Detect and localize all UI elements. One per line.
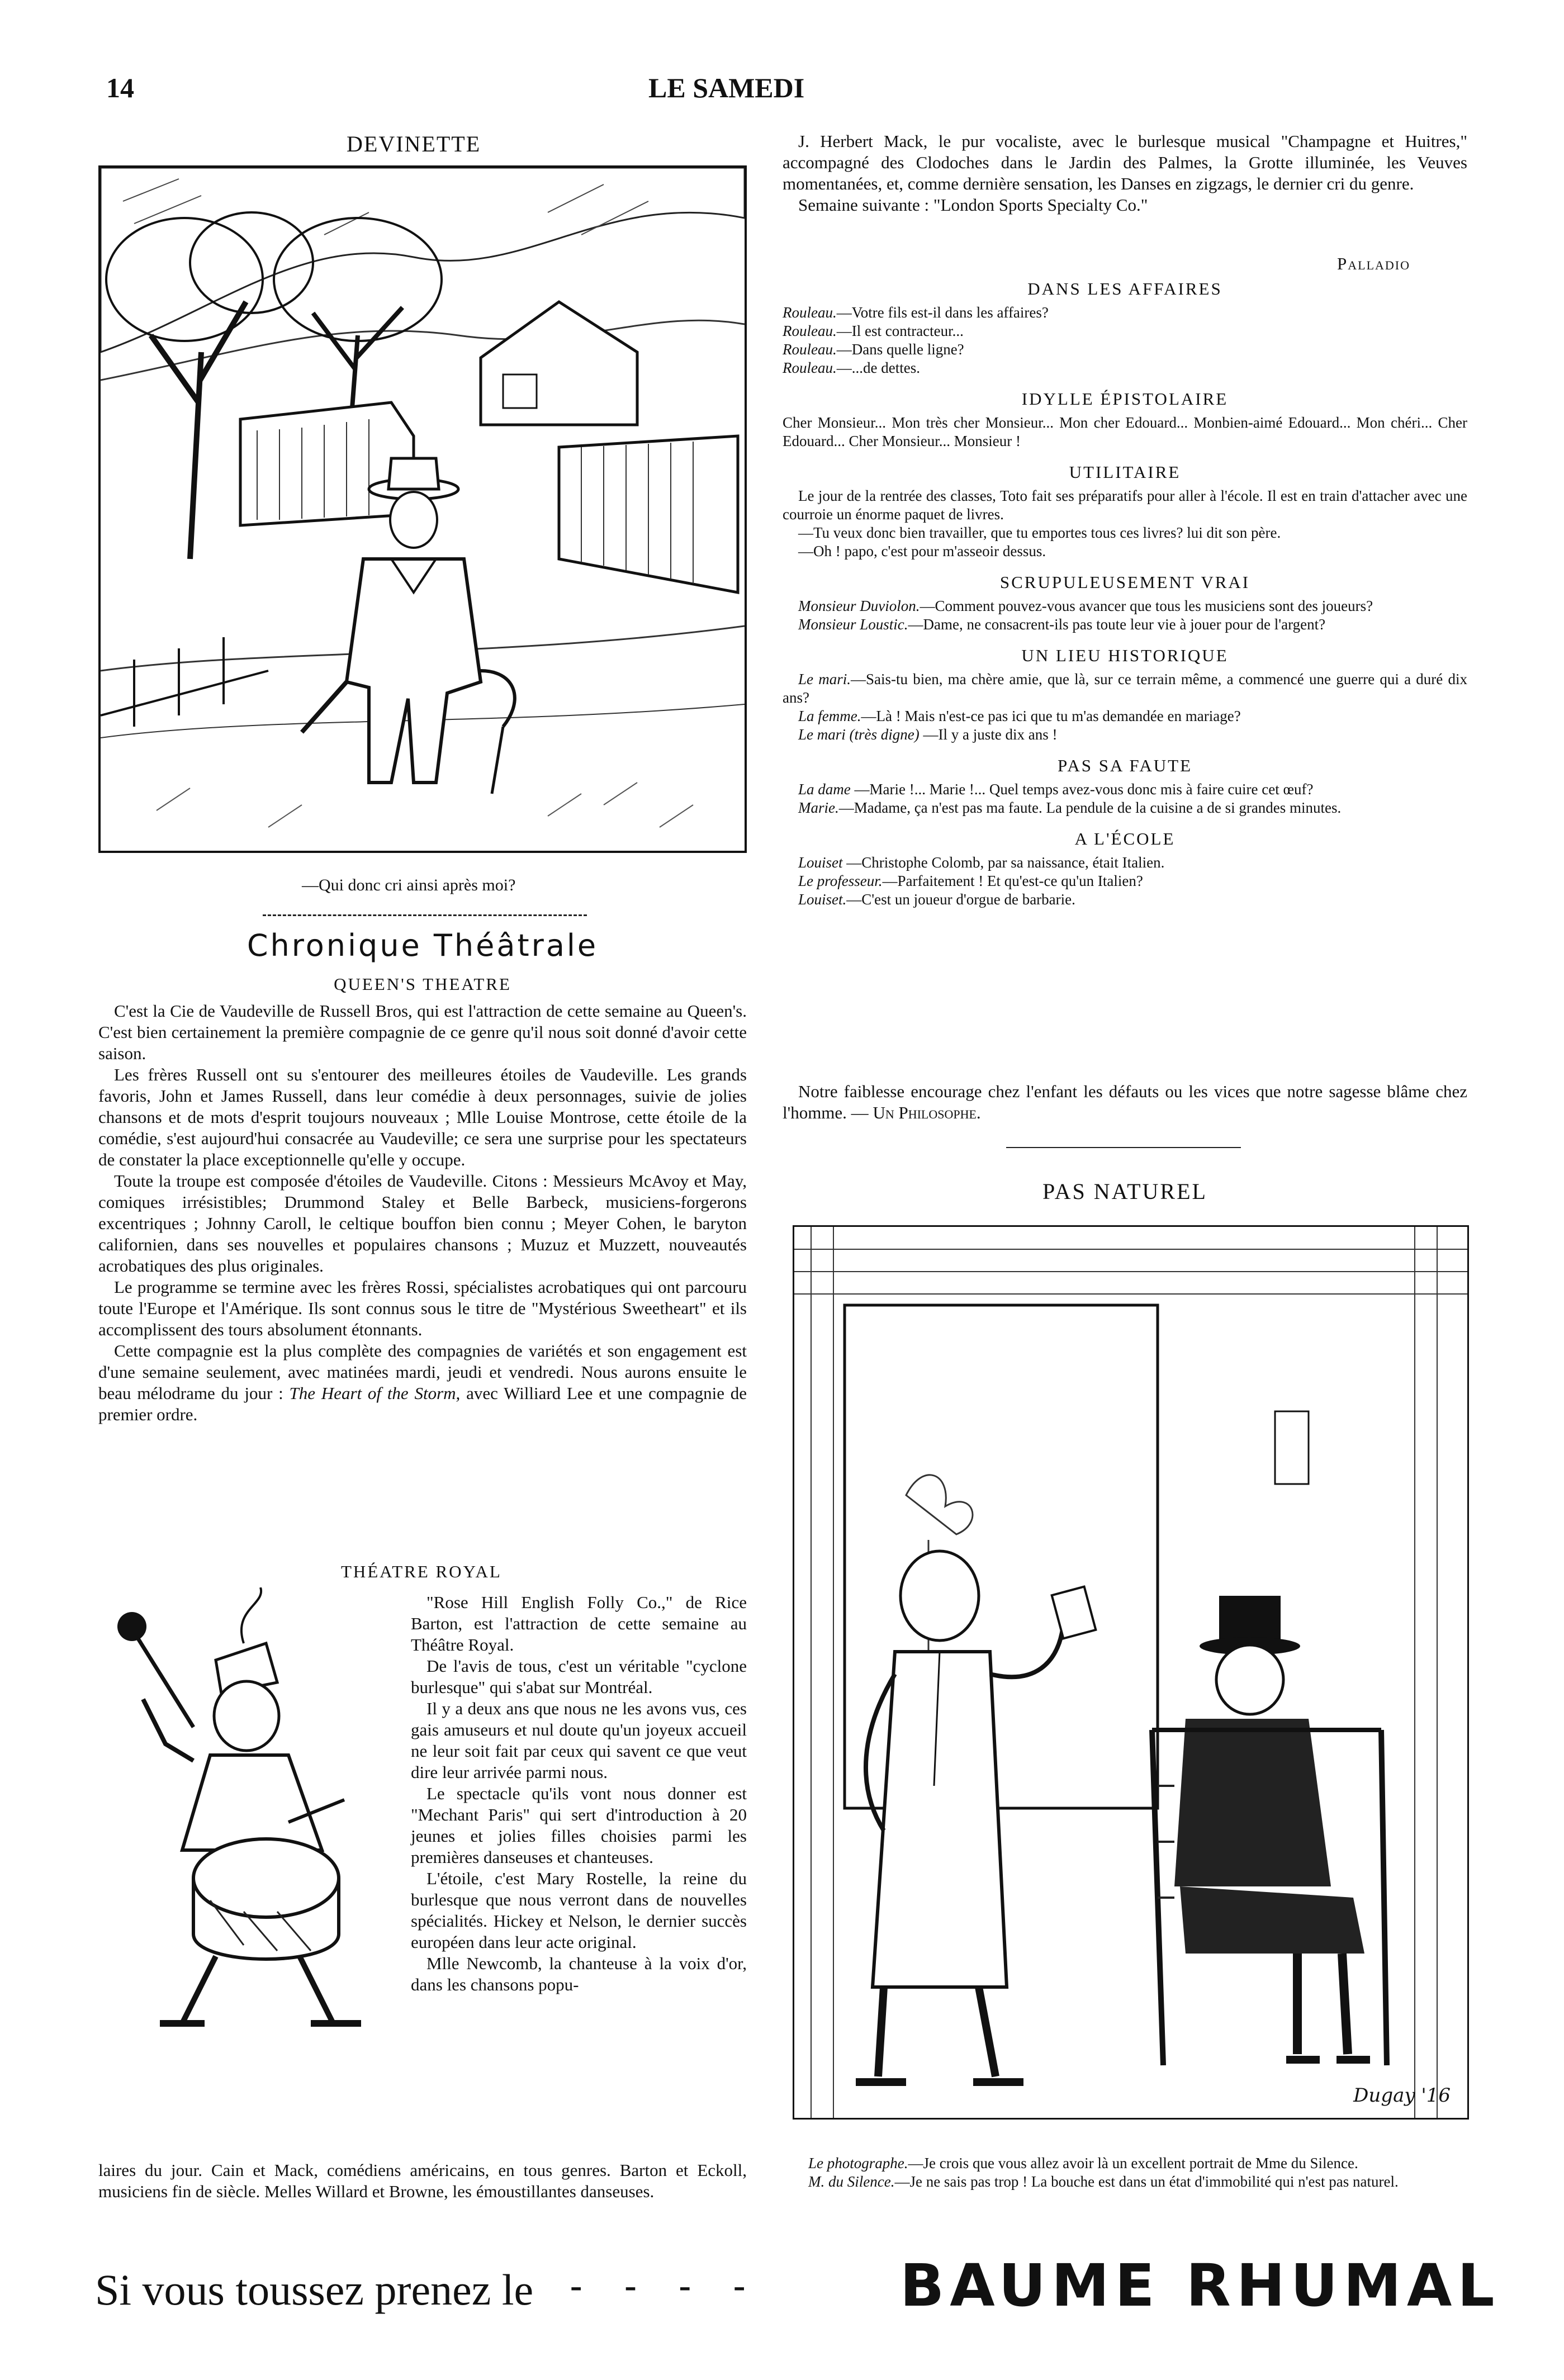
speaker: La femme. — [798, 708, 861, 724]
royal-paragraph: "Rose Hill English Folly Co.," de Rice Barton, est l'attraction de cette semaine au Théâtre Royal. — [411, 1592, 747, 1654]
speaker: M. du Silence. — [808, 2173, 895, 2190]
royal-paragraph: Il y a deux ans que nous ne les avons vus, ces gais amuseurs et nul doute qu'un joyeux accueil ne leur soit fait par ceux qui savent ce que veut dire leur arrivée parmi nous. — [411, 1699, 747, 1782]
speaker: Rouleau. — [783, 323, 837, 339]
devinette-illustration — [98, 165, 747, 853]
speaker: Monsieur Duviolon. — [798, 598, 920, 614]
speaker: Louiset. — [798, 891, 847, 908]
historique-heading: UN LIEU HISTORIQUE — [1021, 646, 1229, 665]
chronique-paragraph: Les frères Russell ont su s'entourer des meilleures étoiles de Vaudeville. Les grands favoris, John et James Russell, dans leur comédie à deux personnages, suivie de jolies chansons et de mots d'esprit toujours nouveaux ; Mlle Louise Montrose, cette étoile de la comédie, s'est aujourd'hui consacrée au Vaudeville; ce sera une surprise pour les spectateurs de constater la place exceptionnelle qu'elle y occupe. — [98, 1065, 747, 1169]
quote-text — [783, 1081, 1467, 1123]
speaker: Le professeur. — [798, 873, 883, 889]
joke-text: —C'est un joueur d'orgue de barbarie. — [846, 891, 1075, 908]
joke-line: Cher Monsieur... Mon très cher Monsieur... Mon cher Edouard... Monbien-aimé Edouard... Mon chéri... Cher Edouard... Cher Monsieur... Monsieur ! — [783, 414, 1467, 449]
chronique-column — [98, 974, 747, 1425]
speaker: La dame — [798, 781, 851, 798]
royal-paragraph: Le spectacle qu'ils vont nous donner est "Mechant Paris" qui sert d'introduction à 20 jeunes et jolies filles choisies parmi les premières danseuses et chanteuses. — [411, 1784, 747, 1867]
idylle-heading: IDYLLE ÉPISTOLAIRE — [1021, 389, 1229, 409]
page-number: 14 — [106, 72, 134, 103]
caption-text: —Je crois que vous allez avoir là un excellent portrait de Mme du Silence. — [908, 2155, 1358, 2172]
affaires-heading: DANS LES AFFAIRES — [1027, 279, 1222, 298]
joke-text: —Madame, ça n'est pas ma faute. La pendule de la cuisine a de si grandes minutes. — [838, 799, 1342, 816]
joke-line — [783, 854, 1467, 872]
speaker: Le photographe. — [808, 2155, 908, 2172]
signature-palladio: Palladio — [1337, 254, 1410, 273]
royal-paragraph: De l'avis de tous, c'est un véritable "cyclone burlesque" qui s'abat sur Montréal. — [411, 1656, 747, 1697]
speaker: Monsieur Loustic. — [798, 616, 908, 633]
joke-text: —Dame, ne consacrent-ils pas toute leur vie à jouer pour de l'argent? — [908, 616, 1326, 633]
pas-naturel-illustration — [793, 1225, 1469, 2120]
chronique-paragraph: Toute la troupe est composée d'étoiles de Vaudeville. Citons : Messieurs McAvoy et May, comiques irrésistibles; Drummond Staley et Belle Barbeck, musiciens-forgerons excentriques ; Johnny Caroll, le celtique bouffon bien connu ; Meyer Cohen, le baryton californien, dans ses nouvelles et populaires chansons ; Muzuz et Muzzett, nouveautés acrobatiques des plus originales. — [98, 1171, 747, 1276]
philosophe-quote — [783, 1081, 1467, 1123]
pas-naturel-drawing — [794, 1227, 1467, 2118]
text-run: Cette compagnie est la plus complète des compagnies de variétés et son engagement est d'une semaine seulement, avec matinées mardi, jeudi et vendredi. Nous aurons ensuite le beau mélodrame du jour : — [98, 1341, 747, 1403]
joke-line — [783, 670, 1467, 707]
speaker: Rouleau. — [783, 359, 837, 376]
joke-line — [783, 322, 1467, 340]
drummer-drawing — [98, 1587, 411, 2035]
royal-paragraph: Mlle Newcomb, la chanteuse à la voix d'or, dans les chansons popu- — [411, 1954, 747, 1994]
speaker: Louiset — [798, 854, 843, 871]
joke-line — [783, 304, 1467, 322]
jokes-column — [783, 274, 1467, 909]
illustration-signature: Dugay '16 — [1353, 2084, 1451, 2107]
quote-author: Un Philosophe. — [873, 1103, 981, 1122]
theatre-royal-column — [411, 1592, 747, 1995]
intro-paragraph: J. Herbert Mack, le pur vocaliste, avec le burlesque musical "Champagne et Huitres," accompagné des Clodoches dans le Jardin des Palmes, la Grotte illuminée, les Veuves momentanées, et, comme dernière sensation, les Danses en zigzags, le dernier cri du genre. — [783, 131, 1467, 193]
speaker: Le mari (très digne) — [798, 726, 920, 743]
text-run: avec Williard Lee et une compagnie de premier ordre. — [98, 1383, 747, 1424]
theatre-royal-heading: THÉATRE ROYAL — [341, 1562, 502, 1581]
joke-text: —Sais-tu bien, ma chère amie, que là, sur ce terrain même, a commencé une guerre qui a duré dix ans? — [783, 671, 1467, 706]
ecole-heading: A L'ÉCOLE — [1074, 829, 1176, 848]
chronique-paragraph: Le programme se termine avec les frères Rossi, spécialistes acrobatiques qui ont parcouru toute l'Europe et l'Amérique. Ils sont connus sous le titre de "Mystérious Sweetheart" et ils accomplissent des tours absolument étonnants. — [98, 1277, 747, 1339]
devinette-drawing — [101, 168, 745, 851]
royal-paragraph: laires du jour. Cain et Mack, comédiens américains, en tous genres. Barton et Eckoll, musiciens fin de siècle. Melles Willard et Browne, les émoustillantes danseuses. — [98, 2160, 747, 2201]
joke-line — [783, 340, 1467, 359]
theatre-royal-tail — [98, 2160, 747, 2202]
queens-theatre-heading: QUEEN'S THEATRE — [334, 974, 511, 994]
caption-text: —Je ne sais pas trop ! La bouche est dans un état d'immobilité qui n'est pas naturel. — [894, 2173, 1399, 2190]
joke-line — [783, 359, 1467, 377]
speaker: Rouleau. — [783, 341, 837, 358]
play-title: The Heart of the Storm, — [289, 1383, 461, 1403]
royal-paragraph: L'étoile, c'est Mary Rostelle, la reine du burlesque que nous verront dans de nouvelles spécialités. Hickey et Nelson, le dernier succès européen dans leur acte original. — [411, 1869, 747, 1952]
joke-line — [783, 799, 1467, 817]
caption-line — [793, 2173, 1469, 2191]
joke-text: —Dans quelle ligne? — [836, 341, 964, 358]
drummer-illustration — [98, 1587, 411, 2035]
joke-line — [783, 726, 1467, 744]
joke-line — [783, 872, 1467, 890]
chronique-paragraph — [98, 1340, 747, 1425]
intro-paragraph: Semaine suivante : "London Sports Specialty Co." — [798, 195, 1148, 215]
scrupuleusement-heading: SCRUPULEUSEMENT VRAI — [999, 572, 1250, 592]
ad-baume-rhumal: BAUME RHUMAL — [900, 2251, 1500, 2320]
joke-text: —Là ! Mais n'est-ce pas ici que tu m'as demandée en mariage? — [861, 708, 1241, 724]
right-column-intro — [783, 131, 1467, 216]
utilitaire-heading: UTILITAIRE — [1069, 462, 1181, 482]
joke-text: —Il est contracteur... — [836, 323, 964, 339]
joke-line — [783, 707, 1467, 726]
divider-rule — [263, 914, 587, 916]
devinette-heading: DEVINETTE — [347, 131, 481, 157]
quote-body: Notre faiblesse encourage chez l'enfant les défauts ou les vices que notre sagesse blâme chez l'homme. — — [783, 1082, 1467, 1122]
drum-icon — [193, 1839, 339, 1917]
ad-left-text: Si vous toussez prenez le — [95, 2265, 534, 2314]
devinette-caption: —Qui donc cri ainsi après moi? — [302, 876, 516, 894]
masthead-title: LE SAMEDI — [648, 72, 805, 103]
speaker: Le mari. — [798, 671, 851, 688]
joke-line: —Tu veux donc bien travailler, que tu emportes tous ces livres? lui dit son père. — [798, 524, 1281, 541]
pas-naturel-caption — [793, 2154, 1469, 2191]
joke-line — [783, 597, 1467, 615]
ad-dashes: - - - - — [570, 2265, 762, 2305]
joke-line — [783, 890, 1467, 909]
joke-text: —Marie !... Marie !... Quel temps avez-vous donc mis à faire cuire cet œuf? — [850, 781, 1314, 798]
joke-text: —Votre fils est-il dans les affaires? — [836, 304, 1049, 321]
joke-line — [783, 615, 1467, 634]
speaker: Marie. — [798, 799, 839, 816]
joke-line: Le jour de la rentrée des classes, Toto fait ses préparatifs pour aller à l'école. Il est en train d'attacher avec une courroie un énorme paquet de livres. — [783, 487, 1467, 523]
joke-line: —Oh ! papo, c'est pour m'asseoir dessus. — [798, 543, 1046, 560]
faute-heading: PAS SA FAUTE — [1057, 756, 1193, 775]
caption-line — [793, 2154, 1469, 2173]
joke-line — [783, 780, 1467, 799]
section-rule — [1006, 1147, 1241, 1148]
speaker: Rouleau. — [783, 304, 837, 321]
joke-text: —Il y a juste dix ans ! — [919, 726, 1058, 743]
joke-text: —Parfaitement ! Et qu'est-ce qu'un Italien? — [882, 873, 1143, 889]
chronique-title: Chronique Théâtrale — [247, 928, 599, 963]
joke-text: —Comment pouvez-vous avancer que tous les musiciens sont des joueurs? — [920, 598, 1373, 614]
joke-text: —Christophe Colomb, par sa naissance, était Italien. — [842, 854, 1165, 871]
joke-text: —...de dettes. — [836, 359, 920, 376]
pas-naturel-heading: PAS NATUREL — [1042, 1179, 1207, 1204]
chronique-paragraph: C'est la Cie de Vaudeville de Russell Bros, qui est l'attraction de cette semaine au Queen's. C'est bien certainement la première compagnie de ce genre qu'il nous soit donné d'avoir cette saison. — [98, 1001, 747, 1063]
